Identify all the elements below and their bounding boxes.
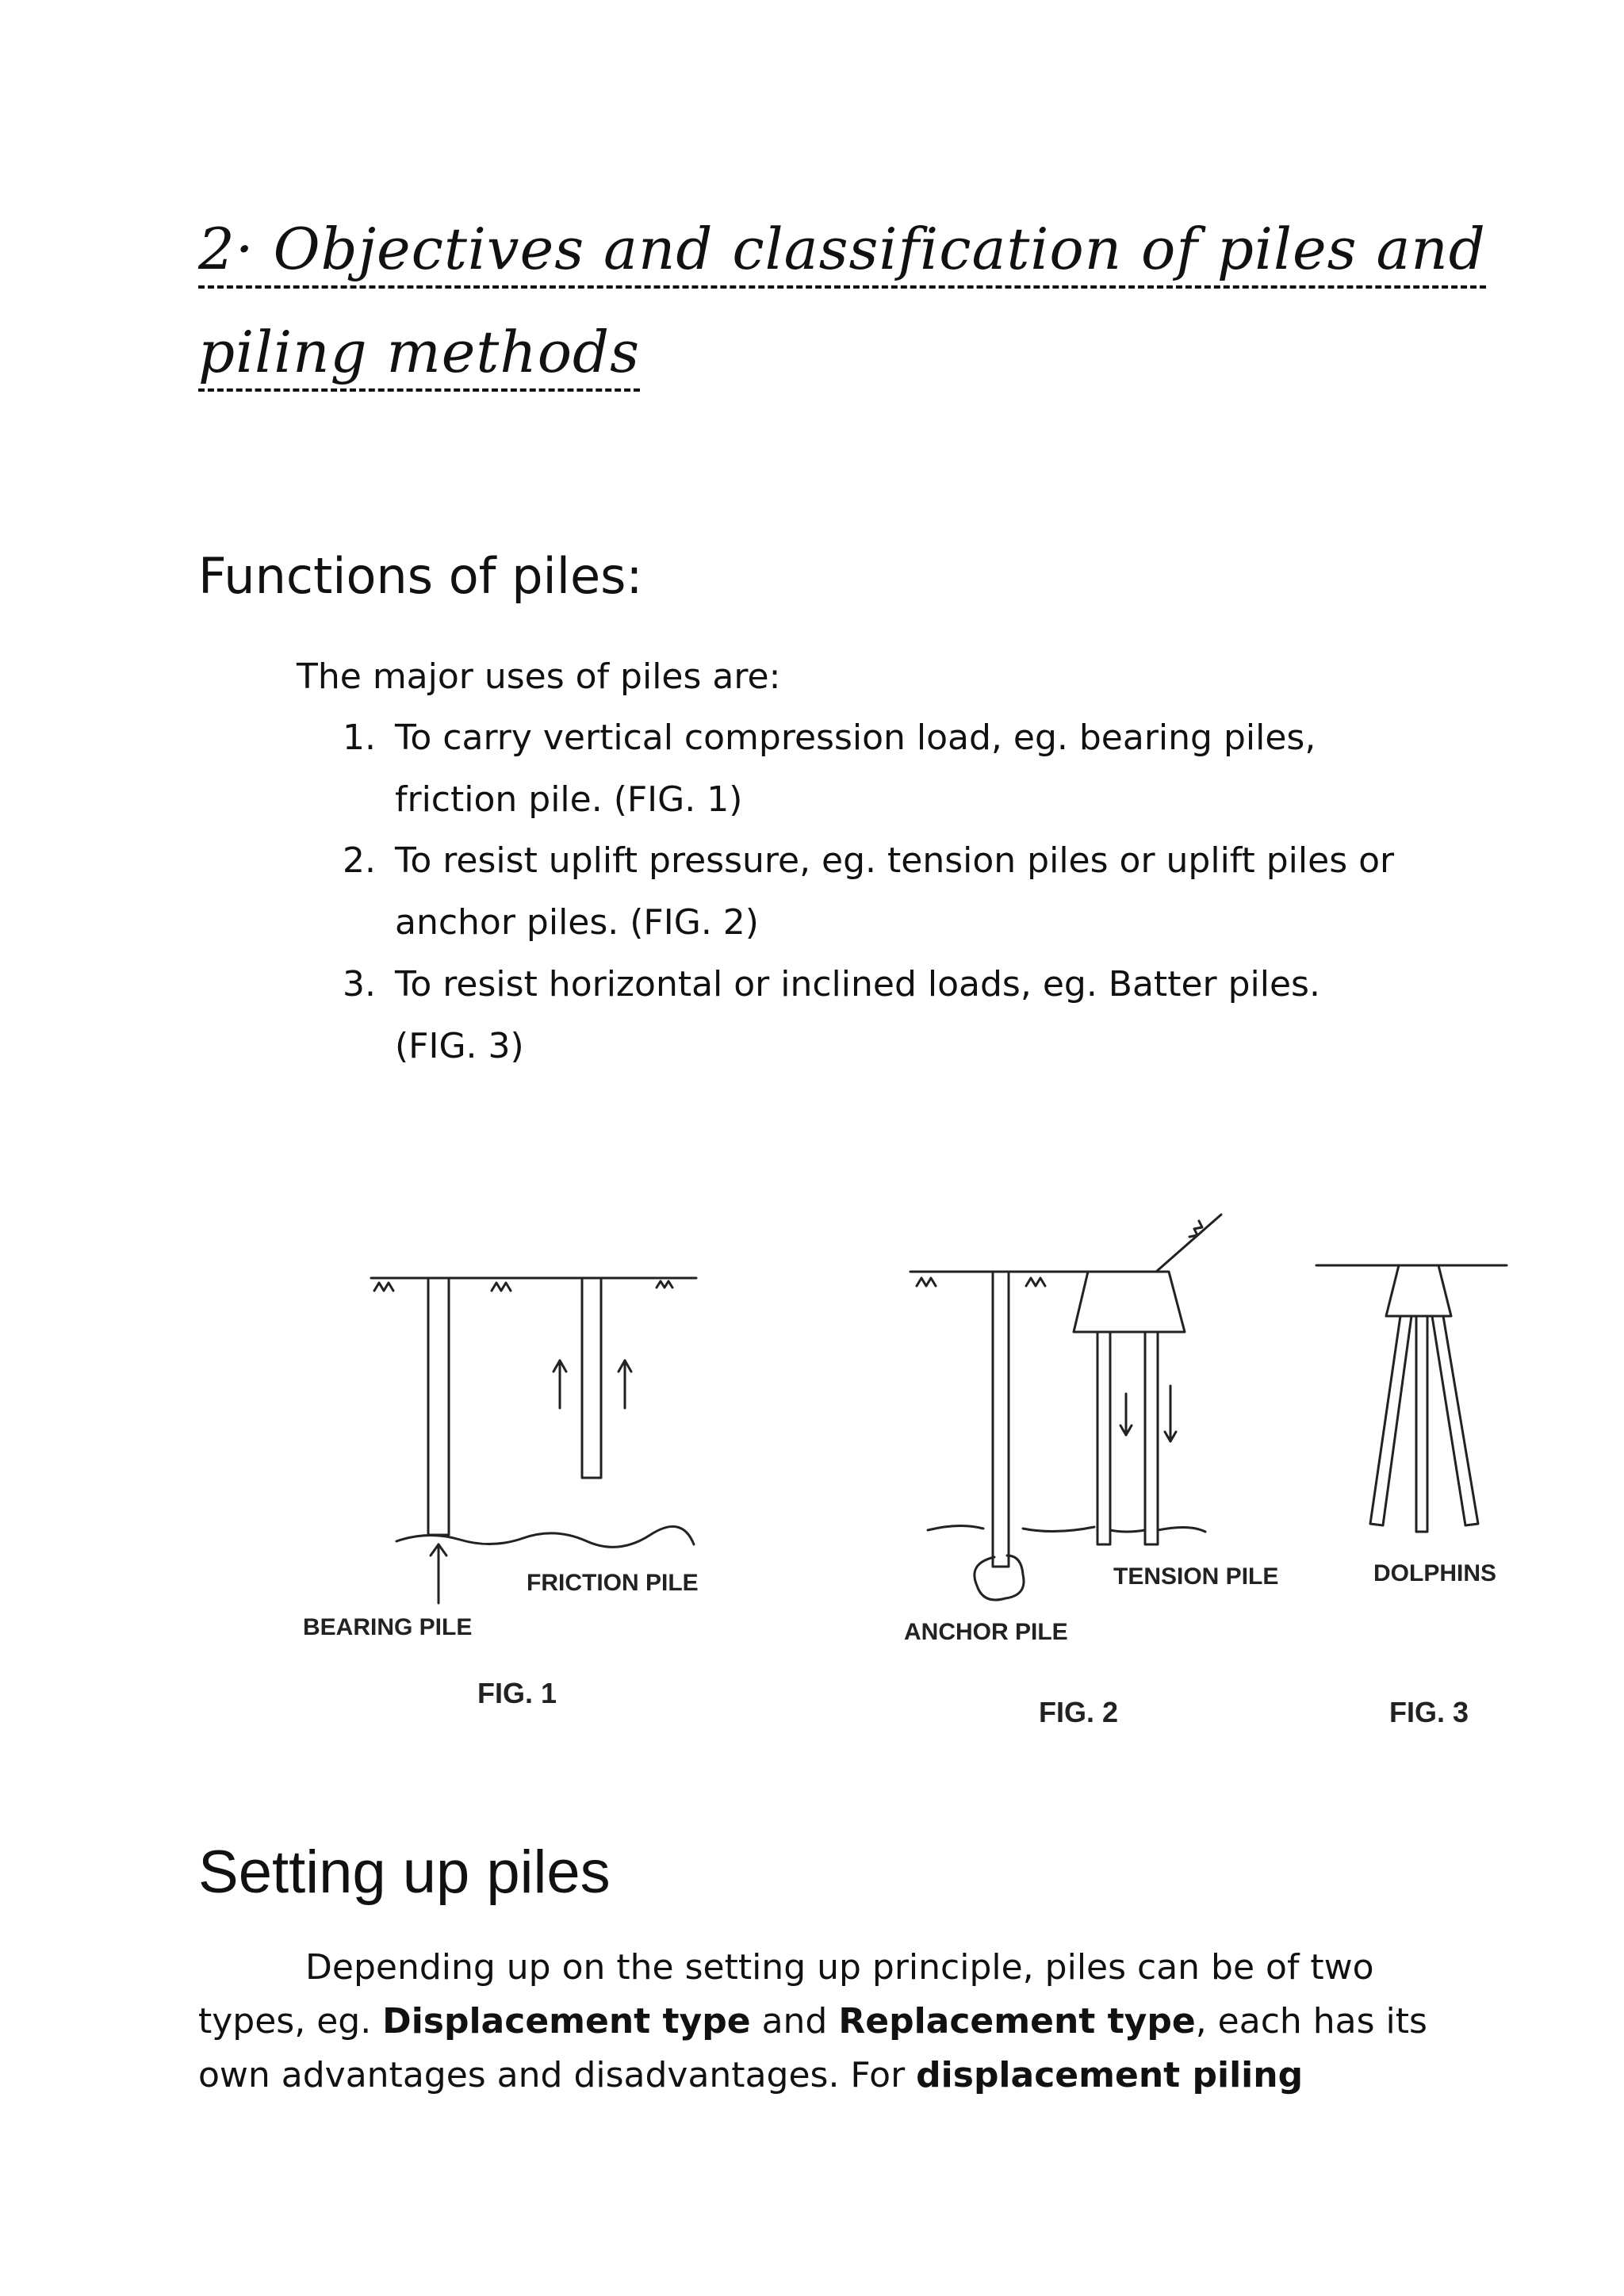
bearing-pile: [428, 1278, 449, 1535]
paragraph-text: own advantages and disadvantages. For: [198, 2055, 917, 2095]
fig3-drawing: [1316, 1265, 1507, 1532]
tension-pile-left: [1097, 1332, 1110, 1544]
paragraph-line: [198, 2001, 1427, 2042]
paragraph-line: Depending up on the setting up principle, piles can be of two: [305, 1947, 1374, 1988]
displacement-type-term: Displacement type: [382, 2001, 751, 2042]
displacement-piling-term: displacement piling: [916, 2055, 1304, 2095]
replacement-type-term: Replacement type: [838, 2001, 1196, 2042]
list-number: 3.: [343, 964, 376, 1004]
tension-pile-label: TENSION PILE: [1113, 1563, 1279, 1590]
fig2-drawing: [910, 1215, 1221, 1600]
document-title-line-2: piling methods: [198, 319, 640, 392]
tension-pile-right: [1145, 1332, 1158, 1544]
list-number: 2.: [343, 840, 376, 881]
soil-line: [396, 1526, 694, 1547]
ground-hatch: [917, 1278, 1045, 1286]
dolphin-pile-left: [1370, 1316, 1411, 1525]
anchor-pile: [993, 1272, 1009, 1567]
fig3-caption: FIG. 3: [1389, 1696, 1469, 1728]
list-text-line: To resist horizontal or inclined loads, eg. Batter piles.: [395, 964, 1320, 1004]
ground-hatch: [374, 1281, 672, 1291]
friction-pile: [582, 1278, 601, 1478]
functions-heading: Functions of piles:: [198, 547, 643, 605]
fig1-caption: FIG. 1: [477, 1677, 557, 1709]
list-text-line: (FIG. 3): [395, 1026, 524, 1066]
dolphin-pile-right: [1432, 1316, 1478, 1525]
document-title-line-1: 2· Objectives and classification of piles and: [198, 216, 1486, 289]
list-number: 1.: [343, 718, 376, 758]
list-text-line: To resist uplift pressure, eg. tension piles or uplift piles or: [395, 840, 1395, 881]
list-text-line: anchor piles. (FIG. 2): [395, 902, 759, 943]
paragraph-text: and: [750, 2001, 839, 2042]
functions-intro: The major uses of piles are:: [297, 656, 781, 697]
list-text-line: friction pile. (FIG. 1): [395, 779, 743, 820]
anchor-bulb: [975, 1556, 1024, 1600]
dolphins-label: DOLPHINS: [1373, 1560, 1497, 1586]
soil-line: [928, 1525, 1205, 1532]
setting-up-heading: Setting up piles: [198, 1839, 611, 1906]
fig2-caption: FIG. 2: [1039, 1696, 1119, 1728]
fig1-drawing: [371, 1278, 696, 1603]
anchor-pile-label: ANCHOR PILE: [904, 1619, 1068, 1645]
dolphin-pile-centre: [1416, 1316, 1427, 1532]
pile-cap: [1386, 1265, 1451, 1316]
pile-cap: [1074, 1272, 1185, 1332]
bearing-pile-label: BEARING PILE: [303, 1614, 473, 1640]
paragraph-line: [198, 2055, 1303, 2095]
friction-pile-label: FRICTION PILE: [527, 1570, 699, 1596]
inclined-ground: [1156, 1215, 1221, 1272]
paragraph-text: , each has its: [1195, 2001, 1427, 2042]
list-text-line: To carry vertical compression load, eg. bearing piles,: [395, 718, 1316, 758]
paragraph-text: types, eg.: [198, 2001, 383, 2042]
